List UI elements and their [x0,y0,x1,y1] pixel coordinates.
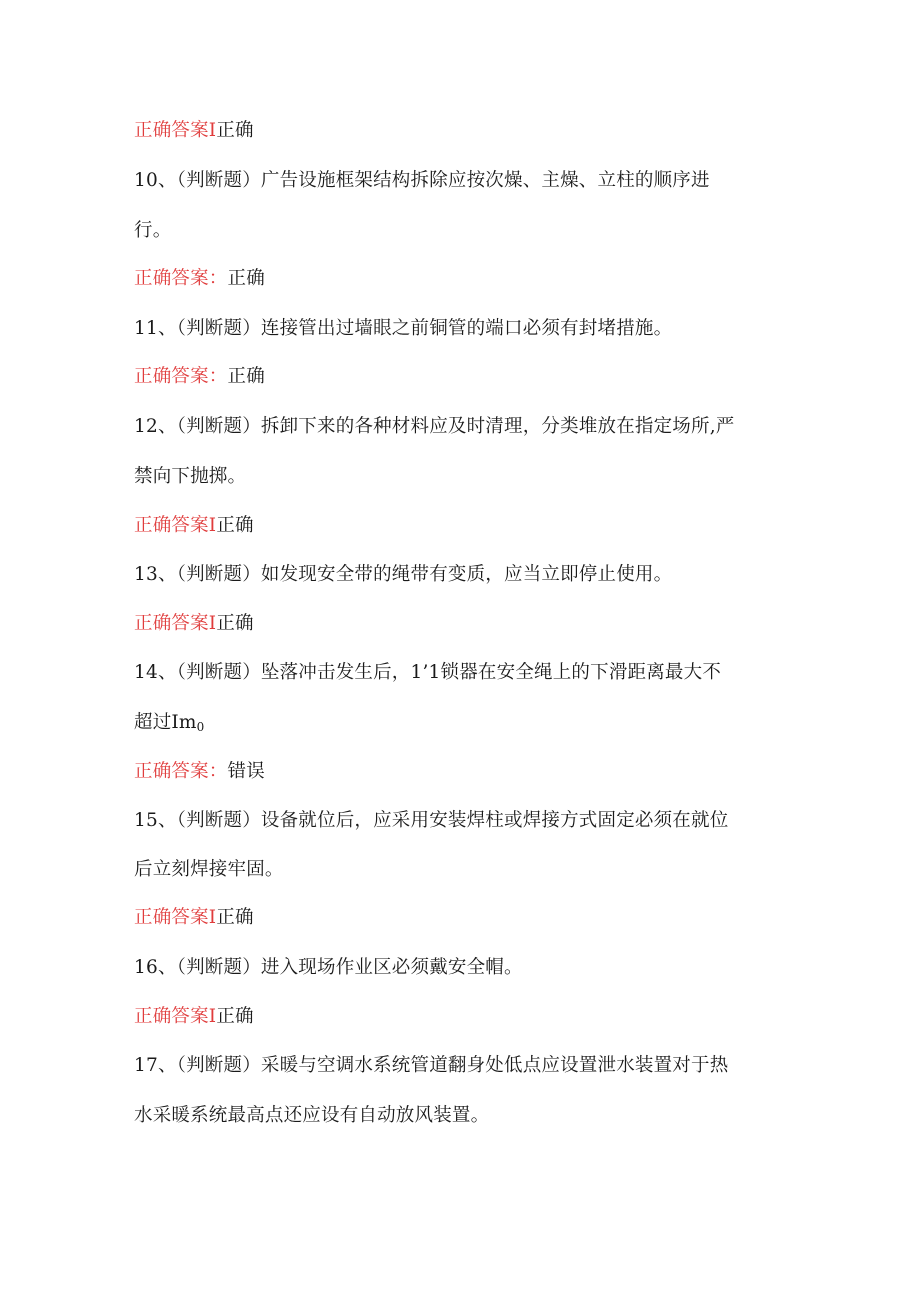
answer-line [134,1004,804,1030]
answer-value: 正确 [227,366,265,387]
answer-label: 正确答案： [134,268,228,289]
answer-label: 正确答案I [134,1006,217,1027]
question-line: 12、（判断题）拆卸下来的各种材料应及时清理，分类堆放在指定场所,严 [134,416,735,437]
answer-value: 正确 [216,613,254,634]
question-line: 11、（判断题）连接管出过墙眼之前铜管的端口必须有封堵措施。 [134,318,673,339]
question-line: 13、（判断题）如发现安全带的绳带有变质，应当立即停止使用。 [134,564,673,585]
answer-label: 正确答案： [134,366,228,387]
answer-value: 错误 [227,761,265,782]
answer-line [134,759,804,785]
question-line: 10、（判断题）广告设施框架结构拆除应按次燥、主燥、立柱的顺序进 [134,170,710,191]
answer-label: 正确答案I [134,120,217,141]
question-line: 行。 [134,220,172,241]
answer-label: 正确答案I [134,613,217,634]
answer-label: 正确答案I [134,907,217,928]
question-line: 水采暖系统最高点还应设有自动放风装置。 [134,1105,490,1126]
answer-value: 正确 [216,1006,254,1027]
answer-line [134,364,804,390]
answer-value: 正确 [216,120,254,141]
question-text: 超过Im [134,712,197,733]
question-line: 16、（判断题）进入现场作业区必须戴安全帽。 [134,957,523,978]
subscript-digit: 0 [196,720,205,734]
answer-label: 正确答案： [134,761,228,782]
question-line: 17、（判断题）采暖与空调水系统管道翻身处低点应设置泄水装置对于热 [134,1055,729,1076]
answer-value: 正确 [216,907,254,928]
answer-line [134,118,804,144]
question-line: 14、（判断题）坠落冲击发生后，1’1锁器在安全绳上的下滑距离最大不 [134,662,722,683]
answer-label: 正确答案I [134,515,217,536]
answer-line [134,905,804,931]
answer-line [134,611,804,637]
question-line: 后立刻焊接牢固。 [134,859,284,880]
answer-value: 正确 [216,515,254,536]
answer-line [134,266,804,292]
answer-line [134,513,804,539]
question-line: 15、（判断题）设备就位后，应采用安装焊柱或焊接方式固定必须在就位 [134,810,729,831]
question-line: 禁向下抛掷。 [134,466,247,487]
question-line [134,710,804,740]
answer-value: 正确 [227,268,265,289]
